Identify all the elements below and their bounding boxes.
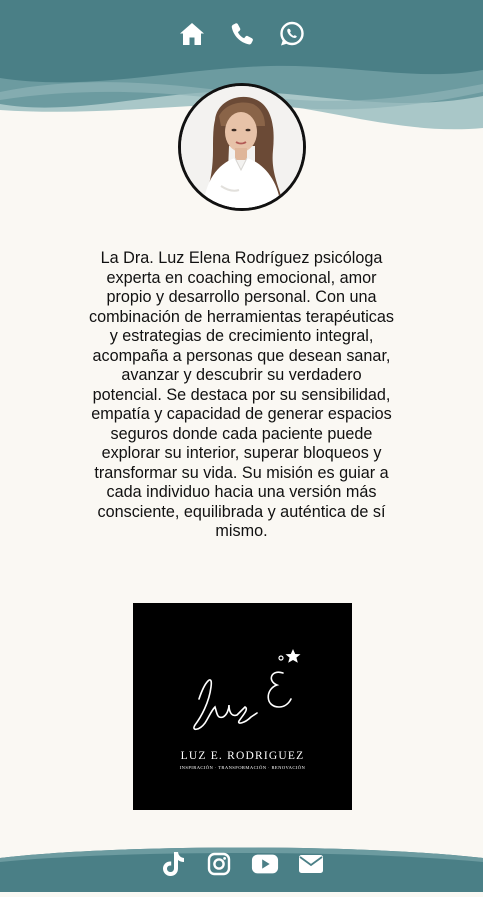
portrait-photo <box>181 86 303 208</box>
top-nav <box>0 20 483 48</box>
profile-photo <box>178 83 306 211</box>
home-icon <box>179 22 205 46</box>
email-button[interactable] <box>297 850 325 878</box>
home-button[interactable] <box>178 20 206 48</box>
instagram-button[interactable] <box>205 850 233 878</box>
logo-graphic <box>133 603 352 810</box>
logo-name: LUZ E. RODRIGUEZ <box>180 750 305 762</box>
phone-icon <box>230 22 254 46</box>
youtube-button[interactable] <box>251 850 279 878</box>
phone-button[interactable] <box>228 20 256 48</box>
whatsapp-icon <box>279 21 305 47</box>
tiktok-button[interactable] <box>159 850 187 878</box>
email-icon <box>298 854 324 874</box>
youtube-icon <box>251 853 279 875</box>
tiktok-icon <box>161 851 185 877</box>
brand-logo <box>133 603 352 810</box>
whatsapp-button[interactable] <box>278 20 306 48</box>
social-nav <box>0 850 483 878</box>
instagram-icon <box>207 852 231 876</box>
bio-text: La Dra. Luz Elena Rodríguez psicóloga experta en coaching emocional, amor propio y desarrollo personal. Con una combinación de herramientas terapéuticas y estrategias de crecimiento integral, acompaña a personas que desean sanar, avanzar y descubrir su verdadero potencial. Se destaca por su sensibilidad, empatía y capacidad de generar espacios seguros donde cada paciente puede explorar su interior, superar bloqueos y transformar su vida. Su misión es guiar a cada individuo hacia una versión más consciente, equilibrada y auténtica de sí mismo. <box>88 249 395 540</box>
logo-tagline: INSPIRACIÓN · TRANSFORMACIÓN · RENOVACIÓN <box>179 765 306 770</box>
